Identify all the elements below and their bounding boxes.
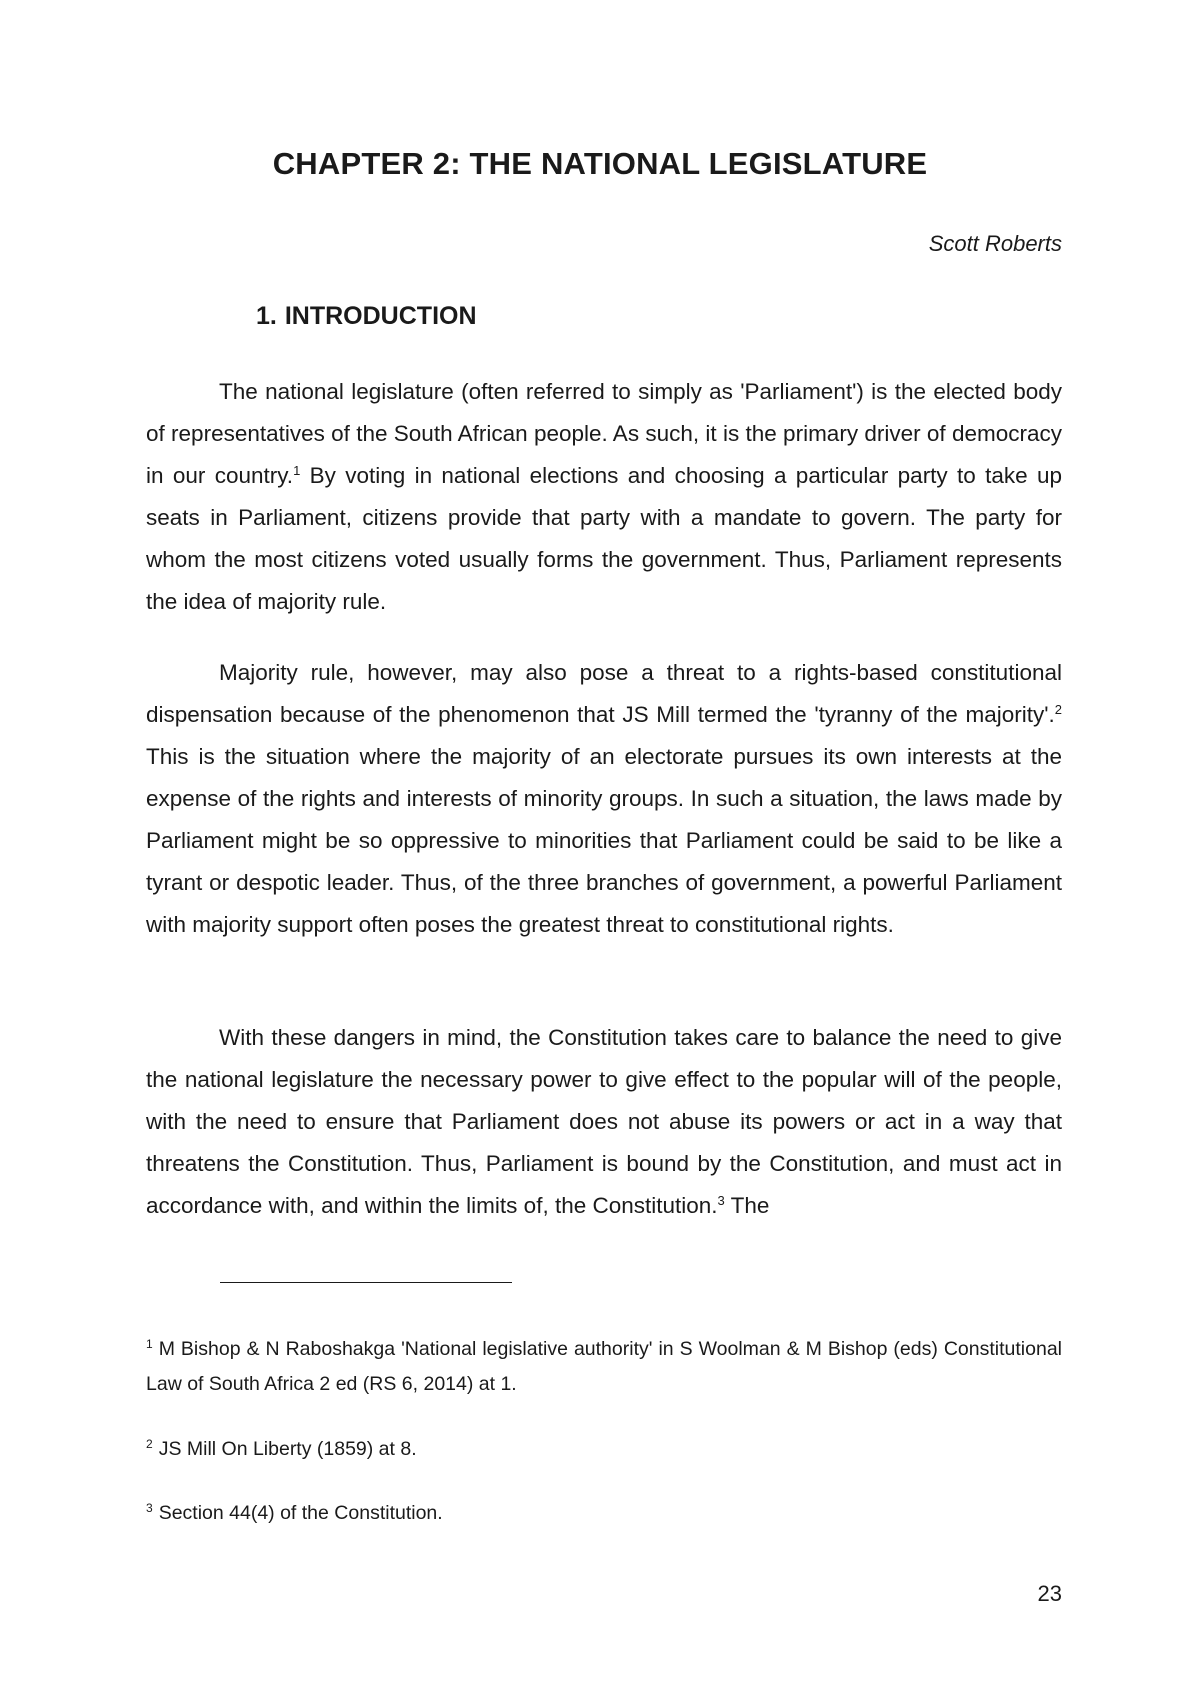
footnote-1: [146, 1332, 1062, 1402]
footnote-separator: [220, 1282, 512, 1283]
footnote-3: [146, 1496, 1062, 1531]
footnote-reference[interactable]: 1: [293, 463, 301, 478]
footnote-text: Section 44(4) of the Constitution.: [158, 1502, 443, 1524]
footnote-text: JS Mill On Liberty (1859) at 8.: [158, 1438, 417, 1460]
footnote-reference[interactable]: 2: [1054, 702, 1062, 717]
paragraph-text: By voting in national elections and choosing a particular party to take up seats in Parliament, citizens provide that party with a mandate to govern. The party for whom the most citizens voted usually forms the government. Thus, Parliament represents the idea of majority rule.: [146, 463, 1062, 614]
footnote-reference[interactable]: 3: [717, 1193, 725, 1208]
footnote-text: M Bishop & N Raboshakga 'National legislative authority' in S Woolman & M Bishop (eds) Constitutional Law of South Africa 2 ed (RS 6, 2014) at 1.: [146, 1338, 1062, 1395]
paragraph-text: With these dangers in mind, the Constitution takes care to balance the need to give the national legislature the necessary power to give effect to the popular will of the people, with the need to ensure that Parliament does not abuse its powers or act in a way that threatens the Constitution. Thus, Parliament is bound by the Constitution, and must act in accordance with, and within the limits of, the Constitution.: [146, 1025, 1062, 1218]
chapter-title: CHAPTER 2: THE NATIONAL LEGISLATURE: [272, 146, 928, 181]
section-number: 1.: [256, 302, 277, 330]
footnote-2: [146, 1432, 1062, 1467]
body-paragraph-2: [146, 652, 1062, 946]
body-paragraph-3: [146, 1017, 1062, 1227]
body-paragraph-1: [146, 371, 1062, 623]
footnote-marker: 3: [146, 1501, 153, 1515]
paragraph-text: This is the situation where the majority of an electorate pursues its own interests at the expense of the rights and interests of minority groups. In such a situation, the laws made by Parliament might be so oppressive to minorities that Parliament could be said to be like a tyrant or despotic leader. Thus, of the three branches of government, a powerful Parliament with majority support often poses the greatest threat to constitutional rights.: [146, 744, 1062, 937]
paragraph-text: The: [724, 1193, 770, 1218]
section-title: INTRODUCTION: [284, 302, 477, 330]
footnote-marker: 2: [146, 1437, 153, 1451]
author-name: Scott Roberts: [928, 231, 1062, 256]
section-heading: [256, 302, 477, 331]
paragraph-text: Majority rule, however, may also pose a threat to a rights-based constitutional dispensation because of the phenomenon that JS Mill termed the 'tyranny of the majority'.: [146, 660, 1062, 727]
paragraph-text: The national legislature (often referred to simply as 'Parliament') is the elected body of representatives of the South African people. As such, it is the primary driver of democracy in our country.: [146, 379, 1062, 488]
footnote-marker: 1: [146, 1337, 153, 1351]
page-number: 23: [1037, 1581, 1062, 1606]
